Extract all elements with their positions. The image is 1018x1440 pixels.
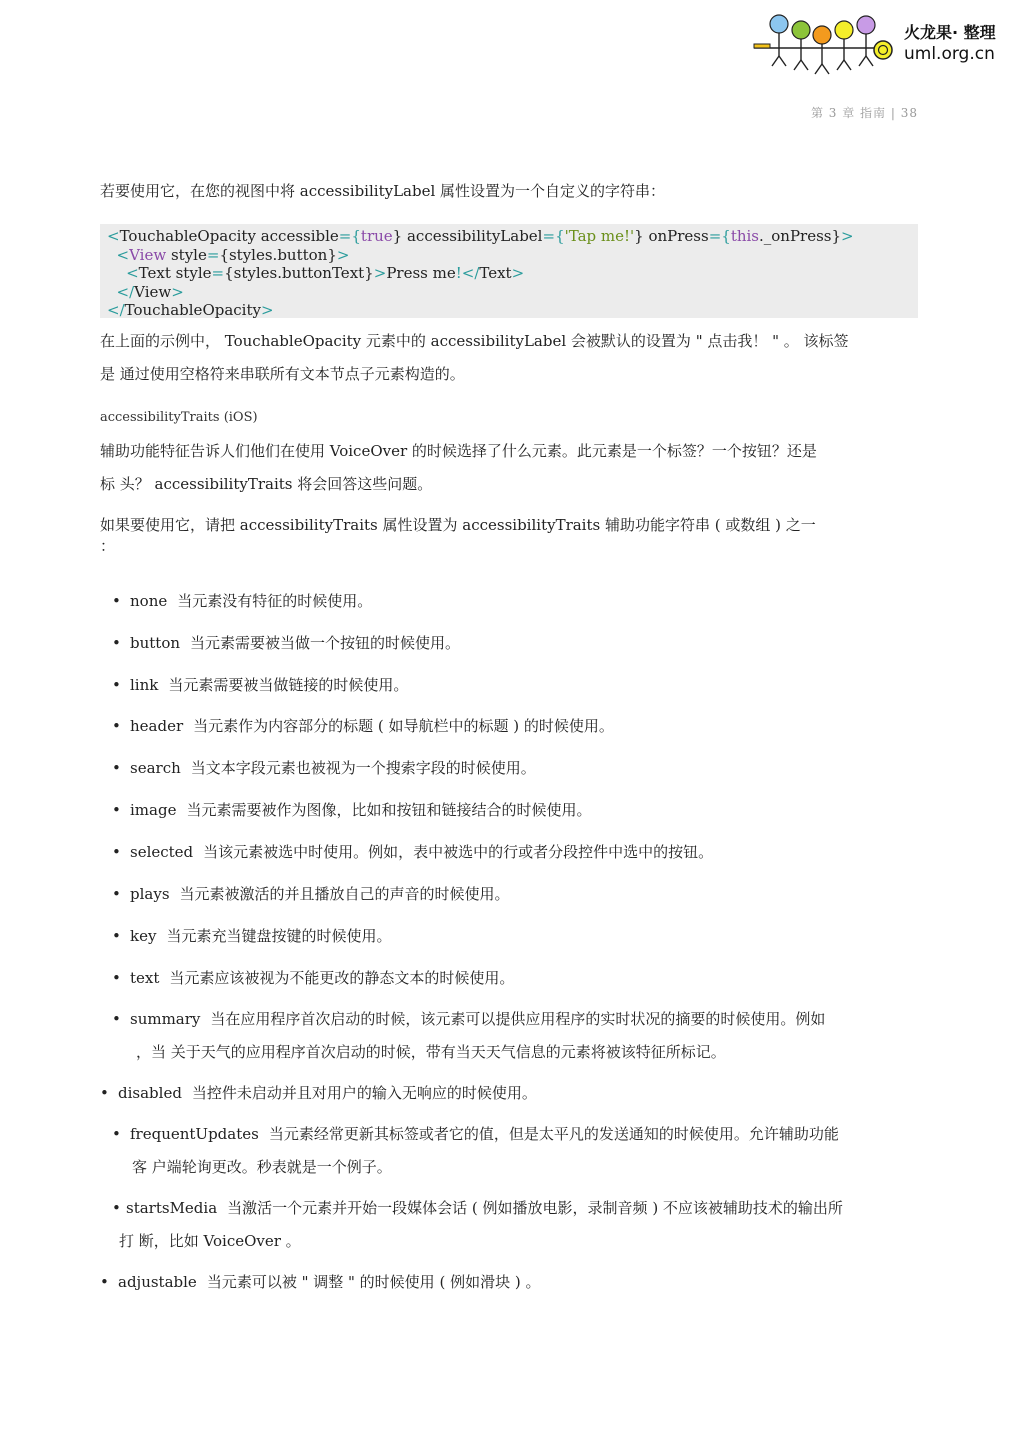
code-token: </ (107, 282, 135, 301)
trait-list-item (112, 1118, 839, 1184)
trait-description-continued: ，当 关于天气的应用程序首次启动的时候，带有当天天气信息的元素将被该特征所标记。 (136, 1043, 726, 1061)
code-token: < (107, 264, 139, 282)
trait-description: 当元素需要被作为图像，比如和按钮和链接结合的时候使用。 (186, 801, 592, 819)
bullet-icon: • (112, 1125, 121, 1143)
trait-list-item (112, 878, 510, 911)
paragraph-line: 是 通过使用空格符来串联所有文本节点子元素构造的。 (100, 365, 465, 383)
paragraph-line: 标 头？ accessibilityTraits 将会回答这些问题。 (100, 475, 433, 493)
code-token: Text (479, 264, 512, 282)
code-token: > (171, 282, 184, 301)
paragraph-line: 如果要使用它，请把 accessibilityTraits 属性设置为 accessibilityTraits 辅助功能字符串 ( 或数组 ) 之一 (100, 516, 816, 534)
code-token: { (351, 227, 361, 245)
code-token: { (555, 227, 565, 245)
code-token: < (107, 245, 130, 264)
trait-list-item (112, 669, 408, 702)
trait-term: button (130, 634, 181, 652)
code-token: = (708, 227, 722, 245)
code-token: > (336, 245, 350, 264)
code-token: View (134, 282, 172, 301)
bullet-icon: • (112, 927, 121, 945)
code-line (100, 283, 918, 302)
trait-term: frequentUpdates (130, 1125, 259, 1143)
trait-description: 当元素经常更新其标签或者它的值，但是太平凡的发送通知的时候使用。允许辅助功能 (268, 1125, 839, 1143)
trait-list-item (112, 1192, 843, 1258)
trait-list-item (112, 836, 713, 869)
trait-description: 当激活一个元素并开始一段媒体会话 ( 例如播放电影，录制音频 ) 不应该被辅助技术的输出所 (227, 1199, 843, 1217)
code-block (100, 224, 918, 318)
paragraph-line: 辅助功能特征告诉人们他们在使用 VoiceOver 的时候选择了什么元素。此元素是一个标签？一个按钮？还是 (100, 442, 817, 460)
trait-list-item (100, 1077, 537, 1110)
code-token: true (360, 227, 393, 245)
bullet-icon: • (112, 592, 121, 610)
bullet-icon: • (112, 1010, 121, 1028)
code-token: } accessibilityLabel (392, 227, 543, 245)
trait-term: header (130, 717, 184, 735)
bullet-icon: • (112, 843, 121, 861)
page-header-label: 第 3 章 指南 | 38 (810, 106, 918, 120)
bullet-icon: • (112, 676, 121, 694)
paragraph-label-default (100, 325, 918, 391)
code-token: {styles.buttonText} (224, 264, 374, 282)
code-token: = (338, 227, 352, 245)
code-token: = (206, 245, 220, 264)
code-token: Text style (138, 264, 212, 282)
trait-description: 当元素需要被当做一个按钮的时候使用。 (190, 634, 461, 652)
code-token: </ (107, 301, 125, 319)
code-token: Press me (386, 264, 456, 282)
trait-description: 当元素需要被当做链接的时候使用。 (168, 676, 409, 694)
code-token: TouchableOpacity accessible (119, 227, 339, 245)
trait-list-item (112, 1003, 825, 1069)
trait-term: image (130, 801, 177, 819)
bullet-icon: • (112, 801, 121, 819)
trait-list-item (112, 752, 536, 785)
trait-term: selected (130, 843, 194, 861)
trait-description: 当元素充当键盘按键的时候使用。 (166, 927, 392, 945)
trait-list-item (112, 920, 391, 953)
intro-paragraph: 若要使用它，在您的视图中将 accessibilityLabel 属性设置为一个自定义的字符串： (100, 182, 666, 200)
code-line (100, 246, 918, 265)
code-token: style (166, 245, 207, 264)
bullet-icon: • (112, 717, 121, 735)
code-token: > (373, 264, 387, 282)
code-line (100, 227, 918, 246)
trait-description: 当该元素被选中时使用。例如，表中被选中的行或者分段控件中选中的按钮。 (203, 843, 714, 861)
trait-description: 当元素可以被 " 调整 " 的时候使用 ( 例如滑块 ) 。 (206, 1273, 541, 1291)
paragraph-traits-usage (100, 515, 918, 557)
code-token: = (542, 227, 556, 245)
trait-description: 当控件未启动并且对用户的输入无响应的时候使用。 (191, 1084, 537, 1102)
paragraph-traits-intro (100, 435, 918, 501)
trait-term: key (130, 927, 157, 945)
trait-term: none (130, 592, 168, 610)
bullet-icon: • (100, 1273, 109, 1291)
trait-term: adjustable (118, 1273, 197, 1291)
code-line (100, 301, 918, 320)
code-token: } onPress (634, 227, 709, 245)
logo-url: uml.org.cn (904, 44, 995, 64)
trait-list-item (112, 962, 514, 995)
code-token: View (129, 245, 167, 264)
code-token: {styles.button} (219, 245, 337, 264)
trait-description: 当元素没有特征的时候使用。 (177, 592, 373, 610)
code-token: > (841, 227, 854, 245)
trait-term: link (130, 676, 159, 694)
code-token: !</ (455, 264, 480, 282)
trait-term: disabled (118, 1084, 182, 1102)
trait-term: search (130, 759, 181, 777)
bullet-icon: • (112, 1199, 121, 1217)
code-token: ._onPress} (759, 227, 842, 245)
paragraph-line: 在上面的示例中， TouchableOpacity 元素中的 accessibilityLabel 会被默认的设置为 " 点击我！ " 。 该标签 (100, 332, 849, 350)
code-line (100, 264, 918, 283)
code-token: TouchableOpacity (124, 301, 261, 319)
trait-term: startsMedia (126, 1199, 218, 1217)
code-token: > (511, 264, 525, 282)
trait-list-item (112, 710, 614, 743)
trait-list-item (112, 794, 591, 827)
trait-description: 当元素应该被视为不能更改的静态文本的时候使用。 (169, 969, 515, 987)
trait-description: 当元素作为内容部分的标题 ( 如导航栏中的标题 ) 的时候使用。 (193, 717, 614, 735)
code-token: this (730, 227, 759, 245)
trait-term: plays (130, 885, 170, 903)
trait-description-continued: 客 户端轮询更改。秒表就是一个例子。 (132, 1158, 392, 1176)
trait-description-continued: 打 断，比如 VoiceOver 。 (119, 1232, 301, 1250)
section-title: accessibilityTraits (iOS) (100, 410, 258, 425)
trait-description: 当元素被激活的并且播放自己的声音的时候使用。 (179, 885, 510, 903)
trait-term: text (130, 969, 160, 987)
bullet-icon: • (112, 634, 121, 652)
trait-list-item (112, 585, 372, 618)
code-token: > (260, 301, 274, 319)
trait-list-item (112, 627, 460, 660)
bullet-icon: • (112, 969, 121, 987)
code-token: { (721, 227, 731, 245)
code-token: = (211, 264, 225, 282)
code-token: 'Tap me!' (564, 227, 635, 245)
paragraph-line: ： (100, 537, 116, 555)
trait-description: 当在应用程序首次启动的时候，该元素可以提供应用程序的实时状况的摘要的时候使用。例如 (210, 1010, 826, 1028)
bullet-icon: • (100, 1084, 109, 1102)
bullet-icon: • (112, 759, 121, 777)
bullet-icon: • (112, 885, 121, 903)
trait-term: summary (130, 1010, 201, 1028)
code-token: < (107, 227, 120, 245)
logo-title: 火龙果· 整理 (904, 23, 996, 42)
trait-description: 当文本字段元素也被视为一个搜索字段的时候使用。 (190, 759, 536, 777)
trait-list-item (100, 1266, 540, 1299)
